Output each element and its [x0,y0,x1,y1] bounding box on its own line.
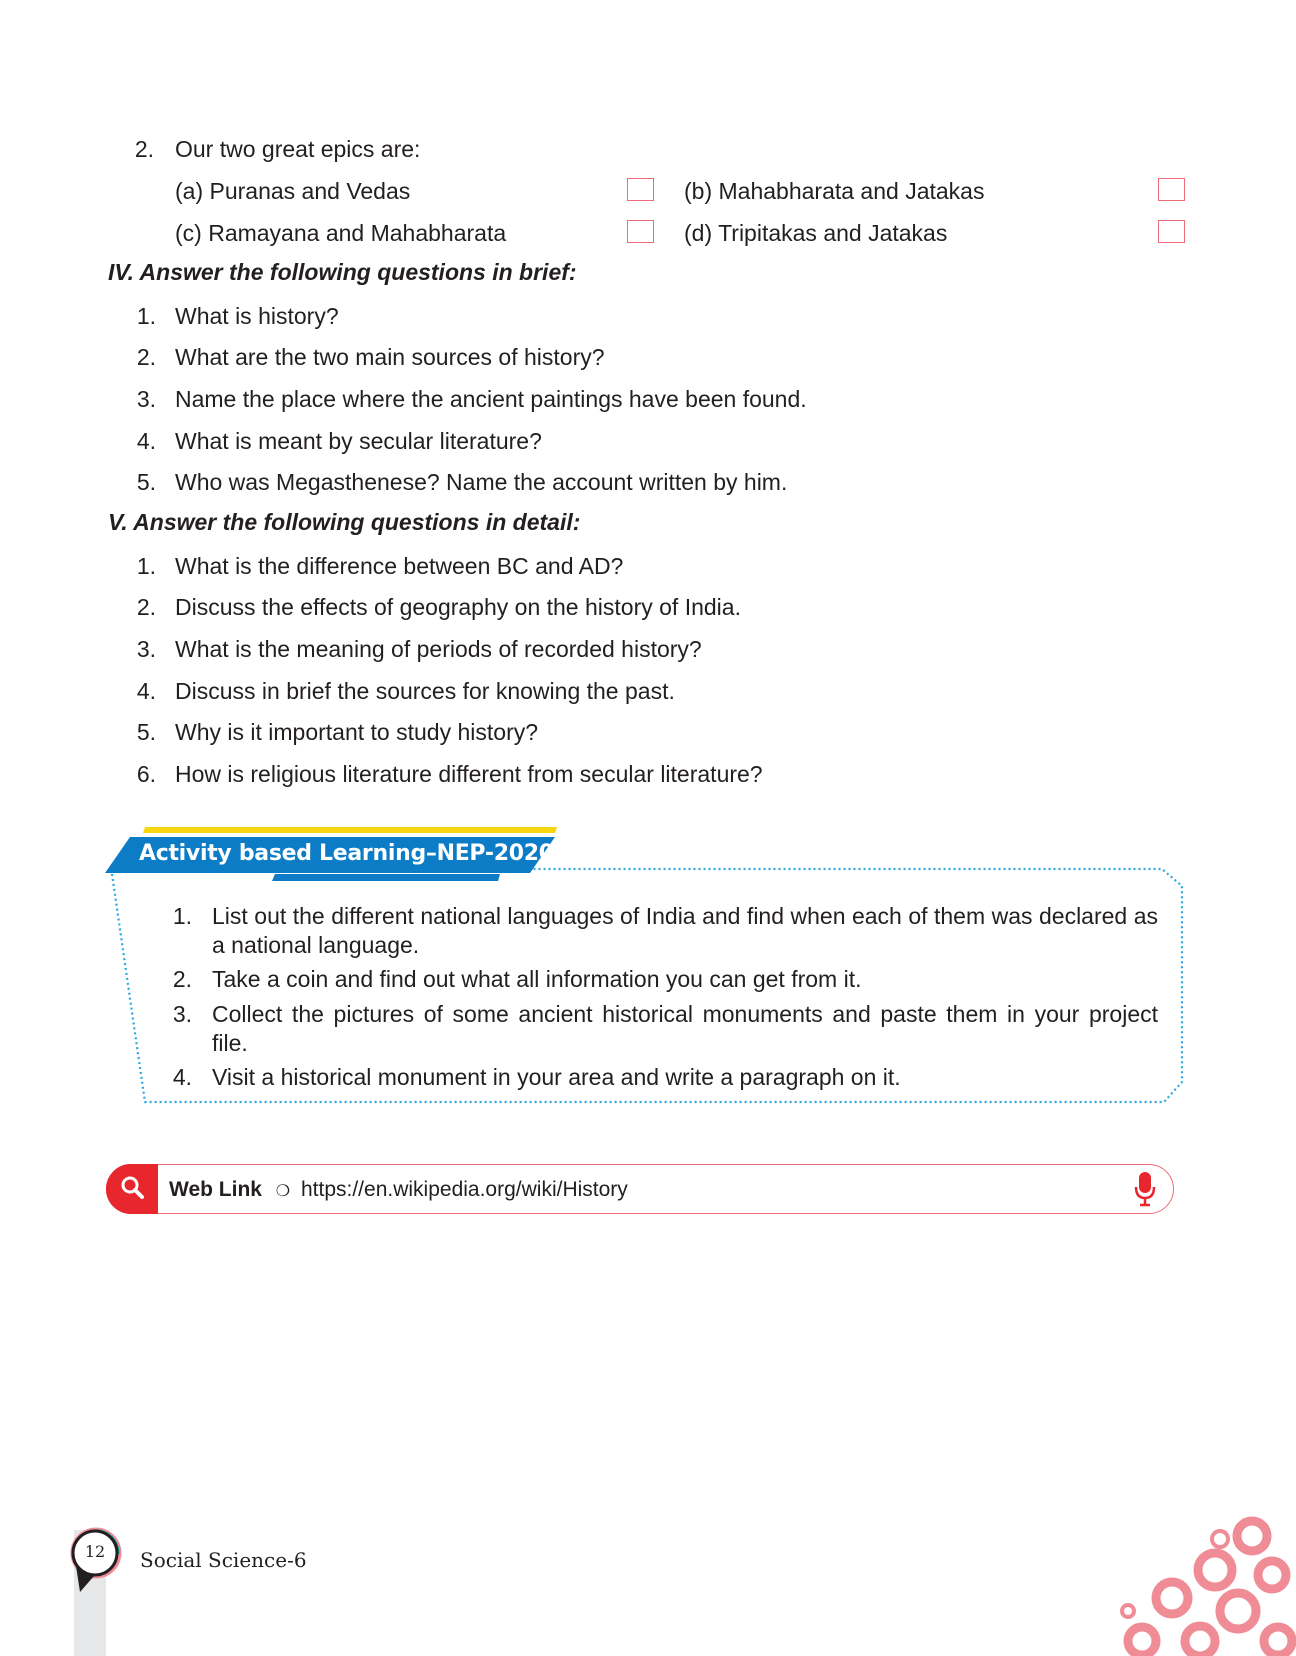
activity-item-number: 3. [172,1001,192,1027]
search-icon [106,1164,158,1214]
list-item-number: 3. [136,386,156,412]
checkbox-option-d[interactable] [1158,220,1185,243]
activity-item-text: Take a coin and find out what all information you can get from it. [212,966,862,992]
checkbox-option-b[interactable] [1158,178,1185,201]
list-item-text: How is religious literature different from secular literature? [175,761,763,787]
section-iv-heading: IV. Answer the following questions in brief: [108,259,577,285]
mcq-option-a: (a) Puranas and Vedas [175,178,411,204]
weblink-bullet-icon: ❍ [275,1183,291,1200]
activity-item-number: 1. [172,903,192,929]
list-item-number: 4. [136,678,156,704]
microphone-icon[interactable] [1134,1171,1156,1207]
list-item-text: What is the meaning of periods of recorded history? [175,636,702,662]
list-item-number: 5. [136,719,156,745]
list-item-text: Why is it important to study history? [175,719,539,745]
section-v-heading: V. Answer the following questions in detail: [108,509,581,535]
page-number-badge [68,1526,124,1598]
activity-item-number: 4. [172,1064,192,1090]
list-item-number: 6. [136,761,156,787]
list-item-number: 4. [136,428,156,454]
weblink-row [169,1176,628,1204]
mcq-number: 2. [134,136,154,162]
list-item-number: 2. [136,344,156,370]
mcq-question-text: Our two great epics are: [175,136,421,162]
list-item-text: Discuss the effects of geography on the history of India. [175,594,741,620]
checkbox-option-c[interactable] [627,220,654,243]
checkbox-option-a[interactable] [627,178,654,201]
list-item-number: 1. [136,553,156,579]
weblink-url[interactable]: https://en.wikipedia.org/wiki/History [300,1178,628,1201]
decorative-circles [1120,1515,1296,1656]
activity-item-text: Visit a historical monument in your area and write a paragraph on it. [212,1064,901,1090]
book-title: Social Science-6 [140,1548,307,1572]
activity-item-number: 2. [172,966,192,992]
list-item-text: What is the difference between BC and AD? [175,553,624,579]
page-number: 12 [84,1542,106,1561]
mcq-option-d: (d) Tripitakas and Jatakas [684,220,948,246]
activity-title: Activity based Learning–NEP-2020 [139,841,554,866]
list-item-number: 2. [136,594,156,620]
list-item-text: Name the place where the ancient paintings have been found. [175,386,807,412]
activity-item-text: List out the different national languages of India and find when each of them was declared as a national language. [212,903,1158,958]
list-item-number: 3. [136,636,156,662]
weblink-search-badge [106,1164,158,1214]
mcq-option-b: (b) Mahabharata and Jatakas [684,178,985,204]
weblink-label: Web Link [169,1178,262,1201]
list-item-number: 1. [136,303,156,329]
activity-item-text: Collect the pictures of some ancient historical monuments and paste them in your project file. [212,1001,1158,1056]
list-item-text: What is meant by secular literature? [175,428,542,454]
list-item-text: What is history? [175,303,339,329]
list-item-number: 5. [136,469,156,495]
list-item-text: Who was Megasthenese? Name the account written by him. [175,469,788,495]
list-item-text: What are the two main sources of history? [175,344,605,370]
mcq-option-c: (c) Ramayana and Mahabharata [175,220,507,246]
list-item-text: Discuss in brief the sources for knowing the past. [175,678,675,704]
